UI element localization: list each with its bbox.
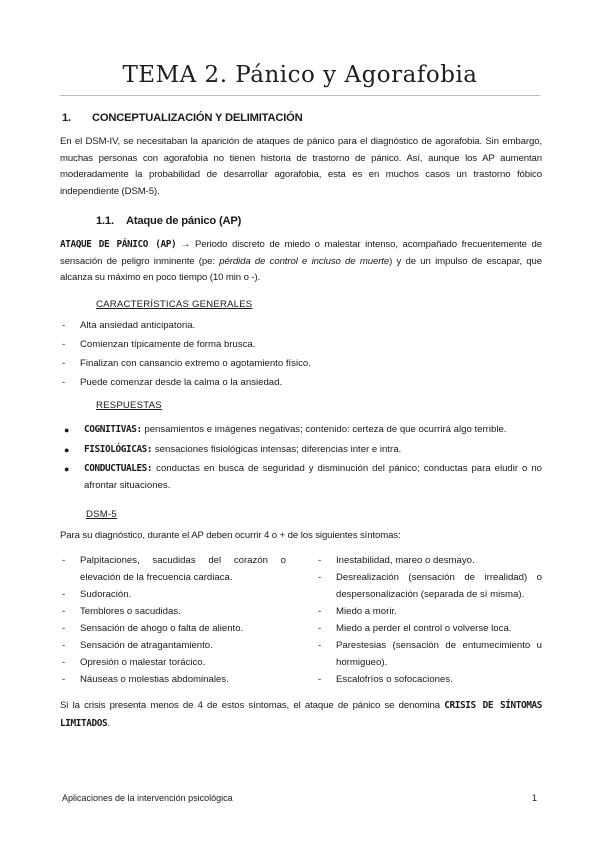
symptom-item	[60, 620, 286, 637]
dash-marker: -	[62, 589, 66, 600]
list-item	[60, 373, 542, 392]
dash-marker: -	[318, 674, 322, 685]
dash-marker: -	[62, 377, 66, 388]
list-item-text: Finalizan con cansancio extremo o agotamiento físico.	[80, 358, 311, 369]
dash-marker: -	[318, 555, 322, 566]
dash-marker: -	[318, 623, 322, 634]
subsection-title: Ataque de pánico (AP)	[126, 215, 242, 227]
respuesta-text: pensamientos e imágenes negativas; contenido: certeza de que ocurrirá algo terrible.	[144, 424, 507, 435]
footer-course: Aplicaciones de la intervención psicológica	[62, 793, 233, 803]
closing-paragraph	[60, 697, 542, 733]
respuesta-label: COGNITIVAS:	[84, 424, 142, 435]
symptom-item	[60, 637, 286, 654]
respuestas-heading: RESPUESTAS	[96, 400, 162, 411]
dash-marker: -	[62, 320, 66, 331]
definition-paragraph	[60, 237, 542, 287]
symptom-item	[316, 569, 542, 603]
symptom-item	[316, 603, 542, 620]
symptom-text: Desrealización (sensación de irrealidad) o despersonalización (separada de sí misma).	[336, 572, 542, 600]
dash-marker: -	[62, 606, 66, 617]
list-item-text: Alta ansiedad anticipatoria.	[80, 320, 196, 331]
symptom-text: Temblores o sacudidas.	[80, 606, 181, 617]
intro-paragraph: En el DSM-IV, se necesitaban la aparición de ataques de pánico para el diagnóstico de agorafobia. Sin embargo, muchas personas con agorafobia no tienen historia de trastorno de pánico. Así, aunque los AP aumentan moderadamente la probabilidad de desarrollar agorafobia, esta es en muchos casos un trastorno fóbico independiente (DSM-5).	[60, 136, 542, 197]
closing-text: Si la crisis presenta menos de 4 de estos síntomas, el ataque de pánico se denomina	[60, 700, 440, 711]
respuesta-item	[60, 461, 542, 494]
dash-marker: -	[62, 640, 66, 651]
subsection-number: 1.1.	[96, 215, 114, 227]
section-heading-1	[62, 110, 303, 127]
symptoms-right-column	[316, 552, 542, 688]
respuesta-item	[60, 442, 542, 459]
symptom-text: Miedo a perder el control o volverse loca.	[336, 623, 512, 634]
dash-marker: -	[318, 640, 322, 651]
title-divider	[60, 95, 540, 96]
symptom-text: Escalofríos o sofocaciones.	[336, 674, 453, 685]
symptom-item	[316, 671, 542, 688]
dash-marker: -	[62, 339, 66, 350]
list-item-text: Puede comenzar desde la calma o la ansiedad.	[80, 377, 283, 388]
definition-text-2: ) y de un impulso de escapar, que alcanza su máximo en poco tiempo (10 min o -).	[60, 255, 542, 283]
definition-text-1: Periodo discreto de miedo o malestar intenso, acompañado frecuentemente de sensación de peligro inminente (pe:	[60, 239, 542, 267]
bullet-icon: ●	[64, 464, 70, 474]
symptoms-left-column	[60, 552, 286, 688]
dash-marker: -	[62, 623, 66, 634]
dash-marker: -	[318, 572, 322, 583]
symptom-text: Sudoración.	[80, 589, 132, 600]
dsm5-heading: DSM-5	[86, 509, 117, 520]
respuesta-text: conductas en busca de seguridad y disminución del pánico; conductas para eludir o no afrontar situaciones.	[84, 463, 542, 491]
symptom-item	[316, 637, 542, 671]
dash-marker: -	[62, 657, 66, 668]
caracteristicas-list	[60, 316, 542, 392]
symptom-text: Sensación de atragantamiento.	[80, 640, 213, 651]
respuesta-text: sensaciones fisiológicas intensas; diferencias inter e intra.	[154, 443, 402, 455]
closing-term: CRISIS DE SÍNTOMAS LIMITADOS	[60, 700, 542, 729]
page-title: TEMA 2. Pánico y Agorafobia	[122, 62, 478, 88]
symptom-item	[60, 671, 286, 688]
section-title: CONCEPTUALIZACIÓN Y DELIMITACIÓN	[92, 112, 303, 124]
symptom-item	[60, 586, 286, 603]
list-item	[60, 335, 542, 354]
respuesta-label: CONDUCTUALES:	[84, 463, 153, 474]
arrow-icon: →	[180, 239, 191, 250]
list-item	[60, 316, 542, 335]
list-item	[60, 354, 542, 373]
section-number: 1.	[62, 112, 71, 124]
symptom-item	[316, 620, 542, 637]
symptom-item	[60, 654, 286, 671]
symptom-item	[60, 552, 286, 586]
dash-marker: -	[318, 606, 322, 617]
definition-italic: pérdida de control e incluso de muerte	[219, 255, 390, 267]
page-number: 1	[532, 793, 538, 803]
symptom-text: Inestabilidad, mareo o desmayo.	[336, 555, 475, 566]
bullet-icon: ●	[64, 425, 70, 435]
respuesta-label: FISIOLÓGICAS:	[84, 443, 153, 455]
symptom-text: Sensación de ahogo o falta de aliento.	[80, 623, 244, 634]
list-item-text: Comienzan típicamente de forma brusca.	[80, 339, 256, 350]
bullet-icon: ●	[64, 444, 70, 455]
dash-marker: -	[62, 358, 66, 369]
respuesta-item	[60, 422, 542, 439]
caracteristicas-heading: CARACTERÍSTICAS GENERALES	[96, 299, 253, 310]
respuestas-list	[60, 422, 542, 494]
symptom-text: Palpitaciones, sacudidas del corazón o elevación de la frecuencia cardiaca.	[80, 555, 286, 583]
dash-marker: -	[62, 555, 66, 566]
dash-marker: -	[62, 674, 66, 685]
closing-period: .	[107, 718, 110, 729]
symptom-item	[316, 552, 542, 569]
symptom-text: Miedo a morir.	[336, 606, 397, 617]
dsm5-intro: Para su diagnóstico, durante el AP deben ocurrir 4 o + de los siguientes síntomas:	[60, 530, 401, 541]
section-heading-1-1	[96, 213, 241, 230]
symptom-text: Opresión o malestar torácico.	[80, 657, 206, 668]
definition-term: ATAQUE DE PÁNICO (AP)	[60, 239, 177, 250]
symptom-text: Parestesias (sensación de entumecimiento u hormigueo).	[336, 640, 542, 668]
symptom-text: Náuseas o molestias abdominales.	[80, 674, 229, 685]
symptom-item	[60, 603, 286, 620]
